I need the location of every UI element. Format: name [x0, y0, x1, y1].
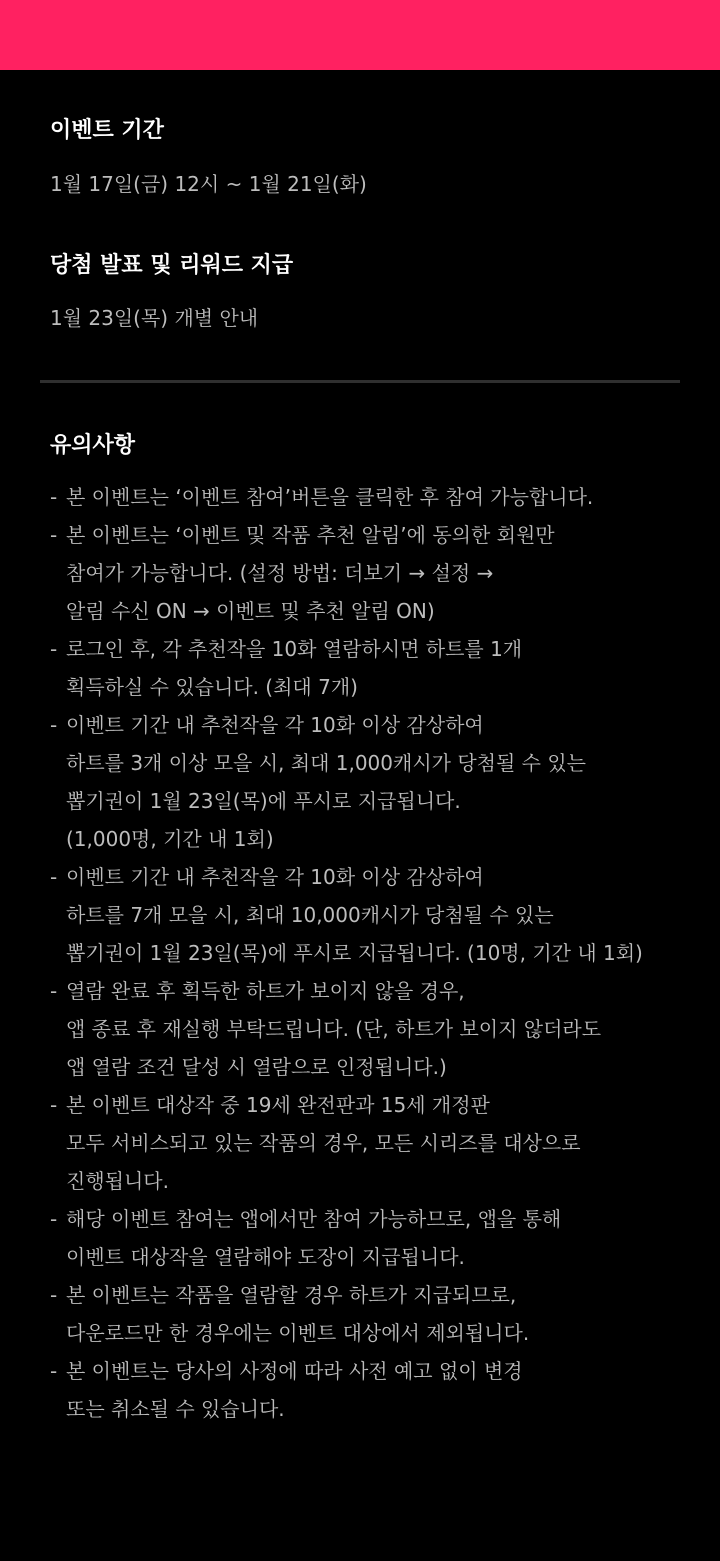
notice-bullet: - [50, 713, 58, 737]
notice-item-line: 알림 수신 ON → 이벤트 및 추천 알림 ON) [66, 599, 435, 623]
notice-item-line: 뽑기권이 1월 23일(목)에 푸시로 지급됩니다. [66, 789, 461, 813]
notice-bullet: - [50, 485, 58, 509]
notice-item-line: (1,000명, 기간 내 1회) [66, 827, 274, 851]
notice-item [50, 1352, 680, 1428]
notice-item [50, 706, 680, 858]
notice-item-line: 본 이벤트는 ‘이벤트 참여’버튼을 클릭한 후 참여 가능합니다. [66, 485, 594, 509]
notice-item-line: 이벤트 대상작을 열람해야 도장이 지급됩니다. [66, 1245, 465, 1269]
notice-item-line: 또는 취소될 수 있습니다. [66, 1397, 285, 1421]
notice-bullet: - [50, 1207, 58, 1231]
announcement-title: 당첨 발표 및 리워드 지급 [50, 253, 294, 278]
notice-item-line: 앱 열람 조건 달성 시 열람으로 인정됩니다.) [66, 1055, 447, 1079]
notice-bullet: - [50, 637, 58, 661]
notice-item-line: 획득하실 수 있습니다. (최대 7개) [66, 675, 358, 699]
notice-item [50, 972, 680, 1086]
event-period-title: 이벤트 기간 [50, 118, 164, 143]
notice-item-line: 해당 이벤트 참여는 앱에서만 참여 가능하므로, 앱을 통해 [66, 1207, 562, 1231]
notice-title: 유의사항 [50, 433, 136, 458]
top-banner-bar [0, 0, 720, 70]
notice-item-line: 본 이벤트 대상작 중 19세 완전판과 15세 개정판 [66, 1093, 490, 1117]
notice-list [50, 478, 680, 1428]
notice-item-line: 이벤트 기간 내 추천작을 각 10화 이상 감상하여 [66, 713, 484, 737]
notice-item-line: 앱 종료 후 재실행 부탁드립니다. (단, 하트가 보이지 않더라도 [66, 1017, 602, 1041]
notice-item-line: 하트를 3개 이상 모을 시, 최대 1,000캐시가 당첨될 수 있는 [66, 751, 586, 775]
notice-item-line: 본 이벤트는 ‘이벤트 및 작품 추천 알림’에 동의한 회원만 [66, 523, 555, 547]
notice-item [50, 1200, 680, 1276]
notice-item-line: 뽑기권이 1월 23일(목)에 푸시로 지급됩니다. (10명, 기간 내 1회) [66, 941, 643, 965]
notice-item-line: 이벤트 기간 내 추천작을 각 10화 이상 감상하여 [66, 865, 484, 889]
notice-item-line: 열람 완료 후 획득한 하트가 보이지 않을 경우, [66, 979, 465, 1003]
notice-bullet: - [50, 523, 58, 547]
notice-bullet: - [50, 1093, 58, 1117]
section-divider [40, 380, 680, 383]
notice-item-line: 다운로드만 한 경우에는 이벤트 대상에서 제외됩니다. [66, 1321, 530, 1345]
notice-bullet: - [50, 1283, 58, 1307]
notice-item-line: 모두 서비스되고 있는 작품의 경우, 모든 시리즈를 대상으로 [66, 1131, 581, 1155]
notice-item-line: 하트를 7개 모을 시, 최대 10,000캐시가 당첨될 수 있는 [66, 903, 554, 927]
notice-item-line: 본 이벤트는 당사의 사정에 따라 사전 예고 없이 변경 [66, 1359, 523, 1383]
event-period-value: 1월 17일(금) 12시 ~ 1월 21일(화) [50, 172, 367, 196]
notice-item [50, 858, 680, 972]
notice-item [50, 478, 680, 516]
notice-bullet: - [50, 1359, 58, 1383]
notice-item [50, 1086, 680, 1200]
notice-bullet: - [50, 865, 58, 889]
notice-item [50, 1276, 680, 1352]
notice-item-line: 진행됩니다. [66, 1169, 169, 1193]
notice-item [50, 516, 680, 630]
notice-item [50, 630, 680, 706]
notice-item-line: 로그인 후, 각 추천작을 10화 열람하시면 하트를 1개 [66, 637, 523, 661]
announcement-value: 1월 23일(목) 개별 안내 [50, 306, 259, 330]
notice-item-line: 본 이벤트는 작품을 열람할 경우 하트가 지급되므로, [66, 1283, 517, 1307]
notice-item-line: 참여가 가능합니다. (설정 방법: 더보기 → 설정 → [66, 561, 494, 585]
notice-bullet: - [50, 979, 58, 1003]
